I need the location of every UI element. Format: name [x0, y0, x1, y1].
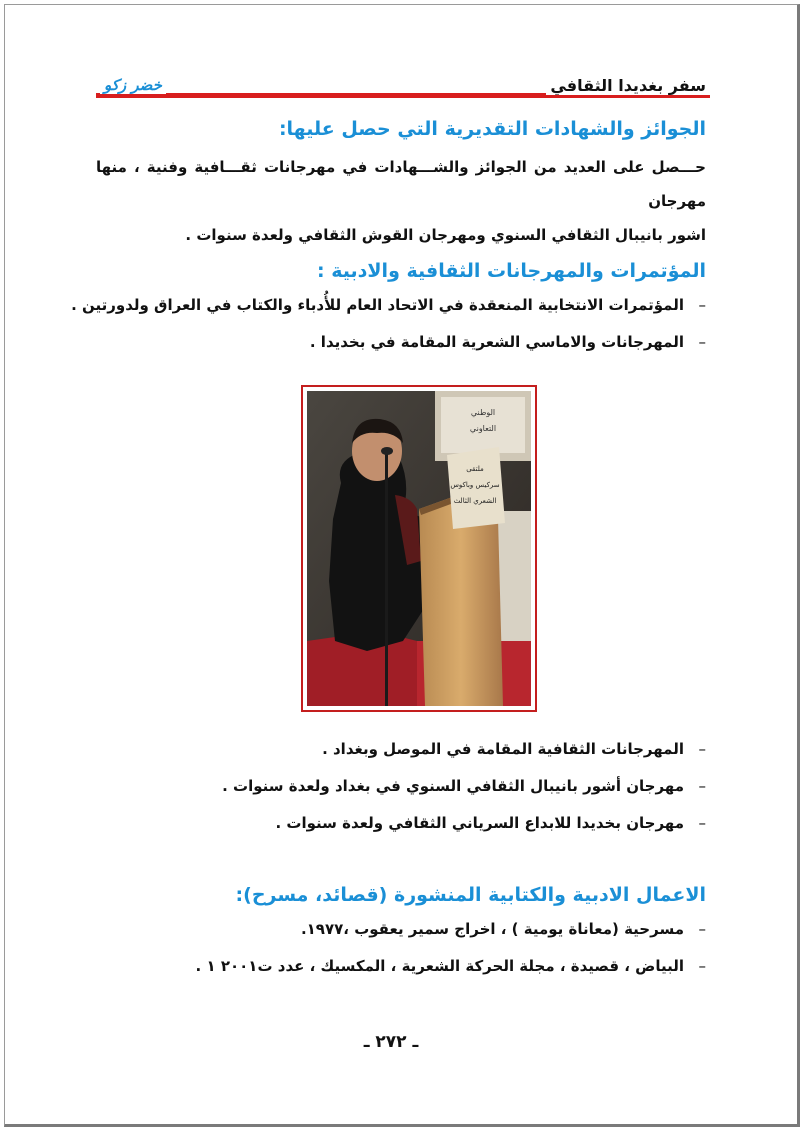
list-item-text: المهرجانات الثقافية المقامة في الموصل وبغداد . [322, 740, 684, 758]
list-item [222, 814, 706, 851]
bullet-dash: – [698, 740, 706, 758]
header-author-name: خضر زكو [100, 76, 166, 94]
list-item-text: المهرجانات والاماسي الشعرية المقامة في بخديدا . [309, 333, 684, 351]
header-book-title: سفر بغديدا الثقافي [546, 76, 710, 95]
bullet-dash: – [698, 957, 706, 975]
list-item-text: مهرجان أشور بانيبال الثقافي السنوي في بغداد ولعدة سنوات . [222, 777, 684, 795]
page-number: ـ ٢٧٢ ـ [363, 1032, 419, 1052]
speaker-photo [307, 391, 531, 706]
awards-line: اشور بانيبال الثقافي السنوي ومهرجان القوش الثقافي ولعدة سنوات . [185, 226, 706, 244]
conferences-heading: المؤتمرات والمهرجانات الثقافية والادبية : [317, 260, 706, 282]
list-item-text: مهرجان بخديدا للابداع السرياني الثقافي ولعدة سنوات . [275, 814, 684, 832]
wall-sign-line: التعاوني [469, 424, 497, 433]
list-item [71, 333, 706, 370]
list-item-text: مسرحية (معاناة يومية ) ، اخراج سمير يعقوب ،١٩٧٧. [300, 920, 684, 938]
list-item [222, 777, 706, 814]
bullet-dash: – [698, 296, 706, 314]
wall-sign-line: الوطني [470, 408, 496, 417]
list-item [222, 740, 706, 777]
list-item-text: المؤتمرات الانتخابية المنعقدة في الاتحاد العام للأُدباء والكتاب في العراق ولدورتين . [71, 296, 684, 314]
bullet-dash: – [698, 814, 706, 832]
works-list [196, 920, 706, 994]
awards-line: حـــصل على العديد من الجوائز والشـــهادات في مهرجانات ثقـــافية وفنية ، منها مهرجان [96, 158, 706, 210]
list-item [196, 920, 706, 957]
podium-sign-line: ملتقى [466, 465, 484, 473]
conferences-list-top [71, 296, 706, 370]
awards-paragraph [96, 150, 706, 252]
awards-heading: الجوائز والشهادات التقديرية التي حصل عليها: [278, 118, 706, 140]
podium-sign-line: سركيس وباكوس [450, 481, 500, 489]
podium-sign-line: الشعري الثالث [453, 497, 497, 505]
running-header [96, 76, 710, 102]
works-heading: الاعمال الادبية والكتابية المنشورة (قصائد، مسرح): [235, 884, 706, 906]
list-item [71, 296, 706, 333]
bullet-dash: – [698, 333, 706, 351]
bullet-dash: – [698, 777, 706, 795]
conferences-list-bottom [222, 740, 706, 851]
photo-frame [301, 385, 537, 712]
list-item-text: البياض ، قصيدة ، مجلة الحركة الشعرية ، المكسيك ، عدد ت٢٠٠١ ١ . [195, 957, 684, 975]
bullet-dash: – [698, 920, 706, 938]
list-item [196, 957, 706, 994]
